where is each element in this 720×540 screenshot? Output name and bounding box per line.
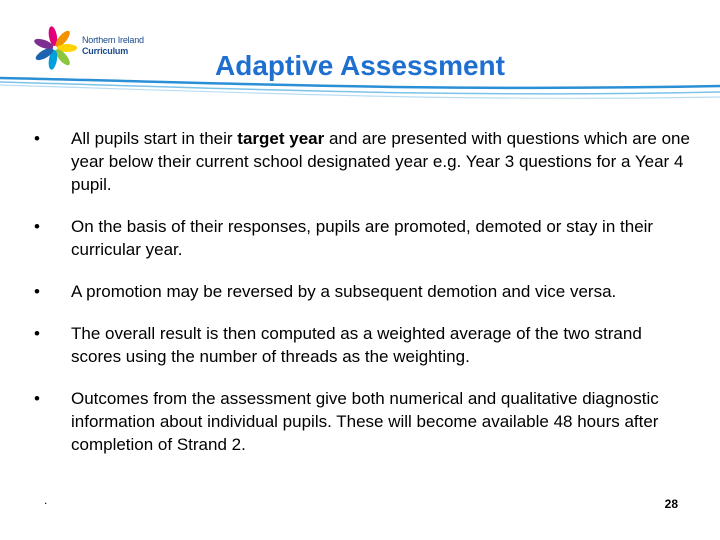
bullet-item xyxy=(28,387,693,456)
bullet-text: All pupils start in their target year and are presented with questions which are one year below their current school designated year e.g. Year 3 questions for a Year 4 pupil. xyxy=(71,129,690,194)
bullet-marker: • xyxy=(34,324,40,343)
bullet-item xyxy=(28,215,693,261)
bullet-list xyxy=(28,127,693,475)
bullet-text: A promotion may be reversed by a subsequent demotion and vice versa. xyxy=(71,282,617,301)
slide-title: Adaptive Assessment xyxy=(215,50,505,81)
bullet-emphasis: target year xyxy=(237,129,325,148)
header-swoosh xyxy=(0,70,720,110)
bullet-text: On the basis of their responses, pupils are promoted, demoted or stay in their curricular year. xyxy=(71,217,654,259)
stray-mark: . xyxy=(44,493,48,507)
bullet-marker: • xyxy=(34,129,40,148)
bullet-marker: • xyxy=(34,282,40,301)
logo-line-1: Northern Ireland xyxy=(82,35,144,45)
logo-text xyxy=(82,35,144,57)
bullet-text: Outcomes from the assessment give both numerical and qualitative diagnostic information about individual pupils. These will become available 48 hours after completion of Strand 2. xyxy=(71,389,659,454)
curriculum-flower-icon xyxy=(30,22,80,72)
bullet-item xyxy=(28,127,693,196)
bullet-text: The overall result is then computed as a weighted average of the two strand scores using the number of threads as the weighting. xyxy=(71,324,642,366)
bullet-marker: • xyxy=(34,389,40,408)
page-number: 28 xyxy=(664,497,678,511)
bullet-item xyxy=(28,280,693,303)
bullet-item xyxy=(28,322,693,368)
logo-line-2: Curriculum xyxy=(82,46,129,56)
bullet-marker: • xyxy=(34,217,40,236)
